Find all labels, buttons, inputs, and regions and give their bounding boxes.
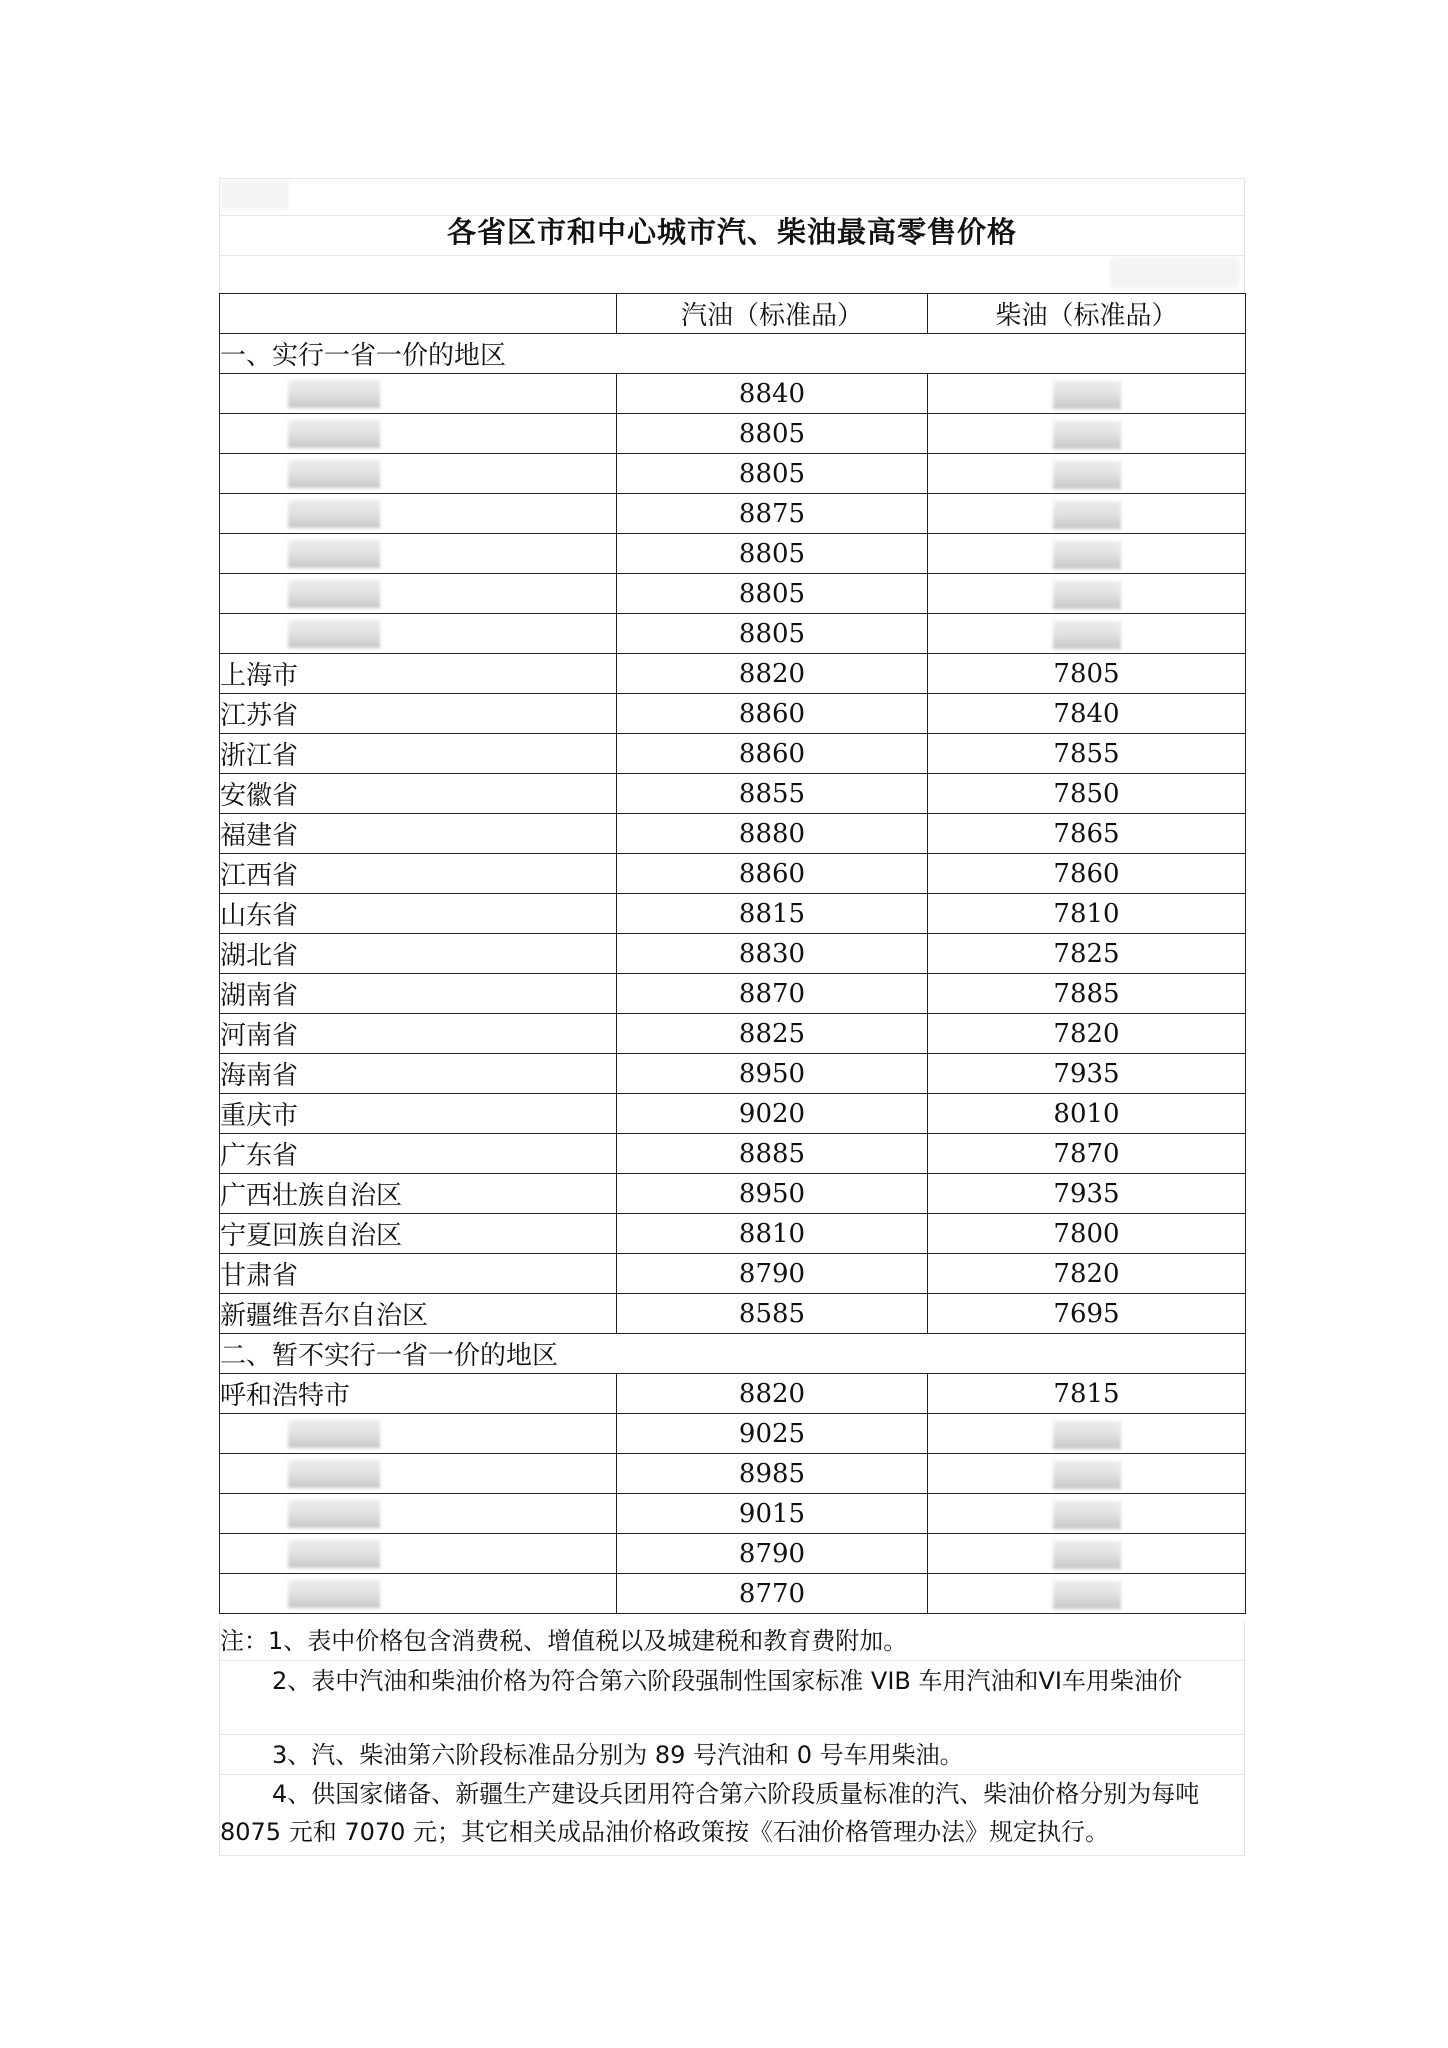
header-region [220,294,617,334]
redacted-region [288,1460,380,1488]
table-row [220,1454,1246,1494]
diesel-price [928,574,1246,614]
redacted-value [1053,1421,1121,1449]
table-row [220,454,1246,494]
region-name: 江苏省 [220,694,617,734]
note-3: 3、汽、柴油第六阶段标准品分别为 89 号汽油和 0 号车用柴油。 [219,1735,1245,1775]
redacted-value [1053,1461,1121,1489]
table-row [220,894,1246,934]
section-row [220,334,1246,374]
note-2 [219,1661,1245,1735]
diesel-price [928,414,1246,454]
diesel-price: 7870 [928,1134,1246,1174]
diesel-price: 7695 [928,1294,1246,1334]
redacted-region [288,500,380,528]
gasoline-price: 8870 [617,974,928,1014]
redacted-region [288,620,380,648]
region-name [220,494,617,534]
region-name: 湖北省 [220,934,617,974]
table-row [220,374,1246,414]
table-row [220,534,1246,574]
diesel-price [928,454,1246,494]
table-row [220,1214,1246,1254]
redacted-value [1053,461,1121,489]
region-name: 湖南省 [220,974,617,1014]
redacted-region [288,1500,380,1528]
table-row [220,1414,1246,1454]
diesel-price [928,1494,1246,1534]
table-row [220,1494,1246,1534]
gasoline-price: 8805 [617,534,928,574]
table-row [220,614,1246,654]
table-row [220,1014,1246,1054]
document-title: 各省区市和中心城市汽、柴油最高零售价格 [446,215,1017,249]
redacted-value [1053,541,1121,569]
redacted-value [1053,621,1121,649]
region-name [220,454,617,494]
gasoline-price: 8860 [617,694,928,734]
header-gasoline: 汽油（标准品） [617,294,928,334]
diesel-price: 7815 [928,1374,1246,1414]
region-name: 广东省 [220,1134,617,1174]
grid-line [219,178,1245,179]
table-row [220,494,1246,534]
region-name: 宁夏回族自治区 [220,1214,617,1254]
table-row [220,854,1246,894]
table-row [220,414,1246,454]
region-name [220,1494,617,1534]
redacted-value [1053,1501,1121,1529]
table-row [220,1534,1246,1574]
region-name [220,414,617,454]
region-name: 山东省 [220,894,617,934]
note-1: 注：1、表中价格包含消费税、增值税以及城建税和教育费附加。 [219,1621,1245,1661]
grid-line [219,255,1245,256]
blurred-mark [221,180,289,210]
table-row [220,1054,1246,1094]
diesel-price [928,1534,1246,1574]
redacted-region [288,1420,380,1448]
redacted-region [288,380,380,408]
diesel-price: 7825 [928,934,1246,974]
diesel-price: 7820 [928,1254,1246,1294]
redacted-region [288,540,380,568]
table-row [220,934,1246,974]
table-row [220,774,1246,814]
region-name [220,1454,617,1494]
gasoline-price: 9025 [617,1414,928,1454]
redacted-value [1053,581,1121,609]
region-name: 甘肃省 [220,1254,617,1294]
gasoline-price: 8810 [617,1214,928,1254]
diesel-price: 7800 [928,1214,1246,1254]
table-row [220,1254,1246,1294]
diesel-price [928,494,1246,534]
gasoline-price: 8950 [617,1174,928,1214]
table-row [220,1294,1246,1334]
region-name [220,1414,617,1454]
redacted-value [1053,1581,1121,1609]
gasoline-price: 8585 [617,1294,928,1334]
diesel-price: 7860 [928,854,1246,894]
gasoline-price: 8790 [617,1534,928,1574]
region-name [220,574,617,614]
gasoline-price: 8820 [617,1374,928,1414]
region-name: 呼和浩特市 [220,1374,617,1414]
redacted-region [288,420,380,448]
diesel-price [928,1574,1246,1614]
gasoline-price: 8950 [617,1054,928,1094]
gasoline-price: 8770 [617,1574,928,1614]
diesel-price: 7805 [928,654,1246,694]
table-row [220,1574,1246,1614]
diesel-price: 7810 [928,894,1246,934]
region-name [220,534,617,574]
diesel-price: 7885 [928,974,1246,1014]
section-label: 二、暂不实行一省一价的地区 [220,1334,1246,1374]
table-row [220,694,1246,734]
gasoline-price: 8805 [617,614,928,654]
redacted-region [288,580,380,608]
gasoline-price: 8985 [617,1454,928,1494]
table-row [220,974,1246,1014]
gasoline-price: 8885 [617,1134,928,1174]
note-4 [219,1775,1245,1856]
region-name: 海南省 [220,1054,617,1094]
header-diesel: 柴油（标准品） [928,294,1246,334]
diesel-price: 7855 [928,734,1246,774]
region-name [220,374,617,414]
redacted-region [288,1540,380,1568]
gasoline-price: 8875 [617,494,928,534]
redacted-region [288,460,380,488]
gasoline-price: 8790 [617,1254,928,1294]
notes [219,1621,1245,1856]
table-row [220,654,1246,694]
table-row [220,1174,1246,1214]
table-header-row [220,294,1246,334]
gasoline-price: 9015 [617,1494,928,1534]
section-row [220,1334,1246,1374]
diesel-price [928,1454,1246,1494]
gasoline-price: 8840 [617,374,928,414]
diesel-price: 7935 [928,1174,1246,1214]
region-name [220,1574,617,1614]
table-row [220,1374,1246,1414]
diesel-price: 8010 [928,1094,1246,1134]
gasoline-price: 8860 [617,854,928,894]
gasoline-price: 8825 [617,1014,928,1054]
redacted-value [1053,501,1121,529]
table-row [220,734,1246,774]
region-name: 新疆维吾尔自治区 [220,1294,617,1334]
redacted-value [1053,1541,1121,1569]
redacted-value [1053,421,1121,449]
diesel-price: 7935 [928,1054,1246,1094]
region-name: 安徽省 [220,774,617,814]
region-name: 上海市 [220,654,617,694]
diesel-price: 7840 [928,694,1246,734]
table-row [220,574,1246,614]
gasoline-price: 8820 [617,654,928,694]
price-table [219,293,1246,1614]
section-label: 一、实行一省一价的地区 [220,334,1246,374]
region-name [220,614,617,654]
region-name: 浙江省 [220,734,617,774]
diesel-price: 7850 [928,774,1246,814]
table-row [220,1094,1246,1134]
note-2-text: 2、表中汽油和柴油价格为符合第六阶段强制性国家标准 VIB 车用汽油和VI车用柴油价 [272,1667,1182,1695]
gasoline-price: 8880 [617,814,928,854]
diesel-price: 7820 [928,1014,1246,1054]
gasoline-price: 8815 [617,894,928,934]
region-name [220,1534,617,1574]
region-name: 福建省 [220,814,617,854]
region-name: 江西省 [220,854,617,894]
blurred-mark [1110,258,1240,288]
gasoline-price: 8805 [617,414,928,454]
region-name: 河南省 [220,1014,617,1054]
gasoline-price: 8860 [617,734,928,774]
gasoline-price: 8805 [617,454,928,494]
diesel-price [928,374,1246,414]
region-name: 重庆市 [220,1094,617,1134]
gasoline-price: 9020 [617,1094,928,1134]
gasoline-price: 8855 [617,774,928,814]
diesel-price: 7865 [928,814,1246,854]
diesel-price [928,614,1246,654]
region-name: 广西壮族自治区 [220,1174,617,1214]
note-4-text: 4、供国家储备、新疆生产建设兵团用符合第六阶段质量标准的汽、柴油价格分别为每吨 8075 元和 7070 元；其它相关成品油价格政策按《石油价格管理办法》规定执行。 [220,1780,1200,1846]
table-row [220,1134,1246,1174]
gasoline-price: 8830 [617,934,928,974]
diesel-price [928,534,1246,574]
redacted-region [288,1580,380,1608]
diesel-price [928,1414,1246,1454]
redacted-value [1053,381,1121,409]
gasoline-price: 8805 [617,574,928,614]
table-row [220,814,1246,854]
